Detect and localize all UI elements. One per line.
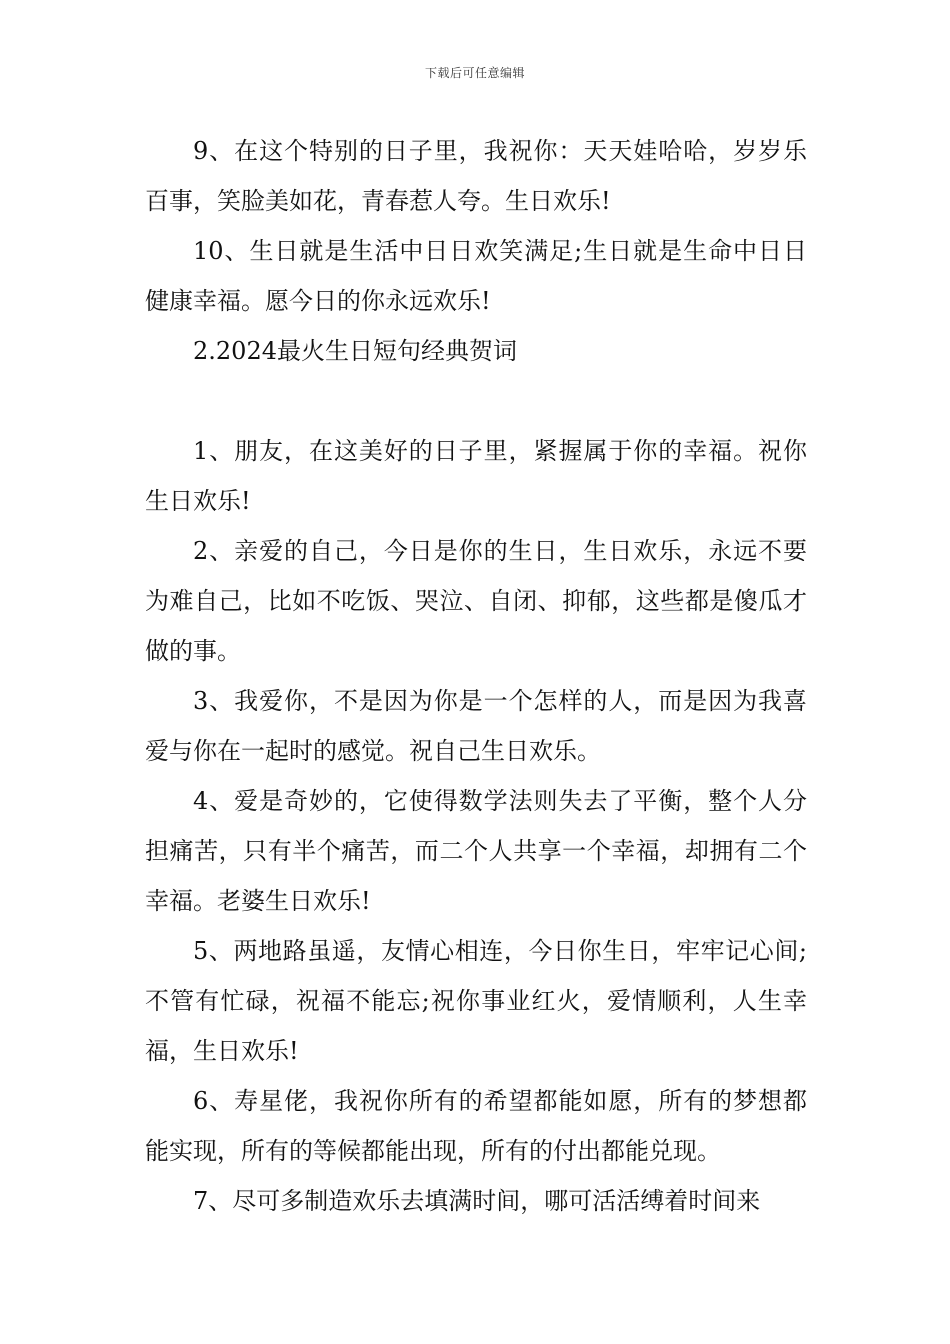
paragraph-3: 3、我爱你，不是因为你是一个怎样的人，而是因为我喜爱与你在一起时的感觉。祝自己生日欢乐。 xyxy=(145,687,807,765)
section-heading: 2.2024最火生日短句经典贺词 xyxy=(193,337,517,365)
paragraph-10: 10、生日就是生活中日日欢笑满足;生日就是生命中日日健康幸福。愿今日的你永远欢乐! xyxy=(145,237,807,315)
document-body xyxy=(145,126,807,1226)
paragraph-1: 1、朋友，在这美好的日子里，紧握属于你的幸福。祝你生日欢乐! xyxy=(145,437,807,515)
paragraph-5: 5、两地路虽遥，友情心相连，今日你生日，牢牢记心间;不管有忙碌，祝福不能忘;祝你事业红火，爱情顺利，人生幸福，生日欢乐! xyxy=(145,937,807,1065)
paragraph-9: 9、在这个特别的日子里，我祝你：天天娃哈哈，岁岁乐百事，笑脸美如花，青春惹人夸。生日欢乐! xyxy=(145,137,807,215)
page-header: 下载后可任意编辑 xyxy=(424,66,525,80)
paragraph-7: 7、尽可多制造欢乐去填满时间，哪可活活缚着时间来 xyxy=(193,1187,761,1215)
paragraph-4: 4、爱是奇妙的，它使得数学法则失去了平衡，整个人分担痛苦，只有半个痛苦，而二个人共享一个幸福，却拥有二个幸福。老婆生日欢乐! xyxy=(145,787,807,915)
paragraph-2: 2、亲爱的自己，今日是你的生日，生日欢乐，永远不要为难自己，比如不吃饭、哭泣、自闭、抑郁，这些都是傻瓜才做的事。 xyxy=(145,537,807,665)
blank-line xyxy=(145,376,807,426)
paragraph-6: 6、寿星佬，我祝你所有的希望都能如愿，所有的梦想都能实现，所有的等候都能出现，所有的付出都能兑现。 xyxy=(145,1087,807,1165)
